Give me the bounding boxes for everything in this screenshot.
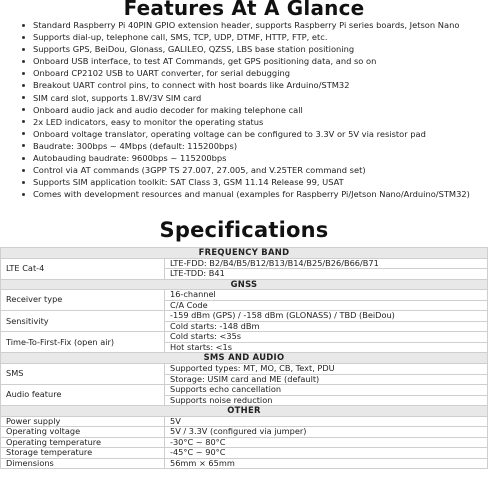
specifications-table xyxy=(0,247,488,469)
table-row xyxy=(1,290,488,301)
spec-value: Cold starts: <35s xyxy=(165,332,488,343)
spec-value: 56mm × 65mm xyxy=(165,458,488,469)
table-row xyxy=(1,448,488,459)
spec-value: 5V xyxy=(165,416,488,427)
table-row xyxy=(1,385,488,396)
section-header-row xyxy=(1,279,488,290)
spec-label: Receiver type xyxy=(1,290,165,311)
feature-item: Supports SIM application toolkit: SAT Class 3, GSM 11.14 Release 99, USAT xyxy=(0,176,488,188)
spec-label: Storage temperature xyxy=(1,448,165,459)
spec-value: Hot starts: <1s xyxy=(165,342,488,353)
feature-item: Baudrate: 300bps ~ 4Mbps (default: 115200bps) xyxy=(0,140,488,152)
feature-item: Breakout UART control pins, to connect with host boards like Arduino/STM32 xyxy=(0,79,488,91)
spec-label: SMS xyxy=(1,364,165,385)
spec-label: Sensitivity xyxy=(1,311,165,332)
section-header-row xyxy=(1,353,488,364)
table-row xyxy=(1,416,488,427)
table-row xyxy=(1,364,488,375)
feature-item: Autobauding baudrate: 9600bps ~ 115200bps xyxy=(0,152,488,164)
section-header-row xyxy=(1,406,488,417)
features-title: Features At A Glance xyxy=(123,0,365,20)
spec-label: Audio feature xyxy=(1,385,165,406)
table-row xyxy=(1,458,488,469)
feature-item: Onboard USB interface, to test AT Commands, get GPS positioning data, and so on xyxy=(0,55,488,67)
spec-value: 5V / 3.3V (configured via jumper) xyxy=(165,427,488,438)
feature-item: Onboard voltage translator, operating voltage can be configured to 3.3V or 5V via resistor pad xyxy=(0,128,488,140)
spec-value: -30°C ~ 80°C xyxy=(165,437,488,448)
spec-value: Supported types: MT, MO, CB, Text, PDU xyxy=(165,364,488,375)
section-header-other: OTHER xyxy=(1,406,488,417)
spec-label: Power supply xyxy=(1,416,165,427)
features-list xyxy=(0,19,488,200)
spec-label: Dimensions xyxy=(1,458,165,469)
section-header-sms-audio: SMS AND AUDIO xyxy=(1,353,488,364)
spec-value: Supports noise reduction xyxy=(165,395,488,406)
section-header-frequency-band: FREQUENCY BAND xyxy=(1,248,488,259)
feature-item: Onboard audio jack and audio decoder for making telephone call xyxy=(0,104,488,116)
table-row xyxy=(1,427,488,438)
feature-item: Comes with development resources and manual (examples for Raspberry Pi/Jetson Nano/Arduino/STM32) xyxy=(0,188,488,200)
feature-item: Standard Raspberry Pi 40PIN GPIO extension header, supports Raspberry Pi series boards, Jetson Nano xyxy=(0,19,488,31)
feature-item: 2x LED indicators, easy to monitor the operating status xyxy=(0,116,488,128)
spec-value: -45°C ~ 90°C xyxy=(165,448,488,459)
feature-item: Supports GPS, BeiDou, Glonass, GALILEO, QZSS, LBS base station positioning xyxy=(0,43,488,55)
spec-label: Time-To-First-Fix (open air) xyxy=(1,332,165,353)
spec-value: C/A Code xyxy=(165,300,488,311)
spec-value: Supports echo cancellation xyxy=(165,385,488,396)
spec-value: Cold starts: -148 dBm xyxy=(165,321,488,332)
feature-item: Supports dial-up, telephone call, SMS, TCP, UDP, DTMF, HTTP, FTP, etc. xyxy=(0,31,488,43)
spec-value: -159 dBm (GPS) / -158 dBm (GLONASS) / TBD (BeiDou) xyxy=(165,311,488,322)
spec-value: LTE-FDD: B2/B4/B5/B12/B13/B14/B25/B26/B66/B71 xyxy=(165,258,488,269)
specifications-title: Specifications xyxy=(159,218,329,242)
spec-label: LTE Cat-4 xyxy=(1,258,165,279)
table-row xyxy=(1,258,488,269)
spec-value: LTE-TDD: B41 xyxy=(165,269,488,280)
feature-item: SIM card slot, supports 1.8V/3V SIM card xyxy=(0,92,488,104)
table-row xyxy=(1,437,488,448)
spec-label: Operating voltage xyxy=(1,427,165,438)
spec-value: 16-channel xyxy=(165,290,488,301)
spec-value: Storage: USIM card and ME (default) xyxy=(165,374,488,385)
feature-item: Control via AT commands (3GPP TS 27.007, 27.005, and V.25TER command set) xyxy=(0,164,488,176)
table-row xyxy=(1,311,488,322)
table-row xyxy=(1,332,488,343)
feature-item: Onboard CP2102 USB to UART converter, for serial debugging xyxy=(0,67,488,79)
section-header-gnss: GNSS xyxy=(1,279,488,290)
section-header-row xyxy=(1,248,488,259)
spec-label: Operating temperature xyxy=(1,437,165,448)
